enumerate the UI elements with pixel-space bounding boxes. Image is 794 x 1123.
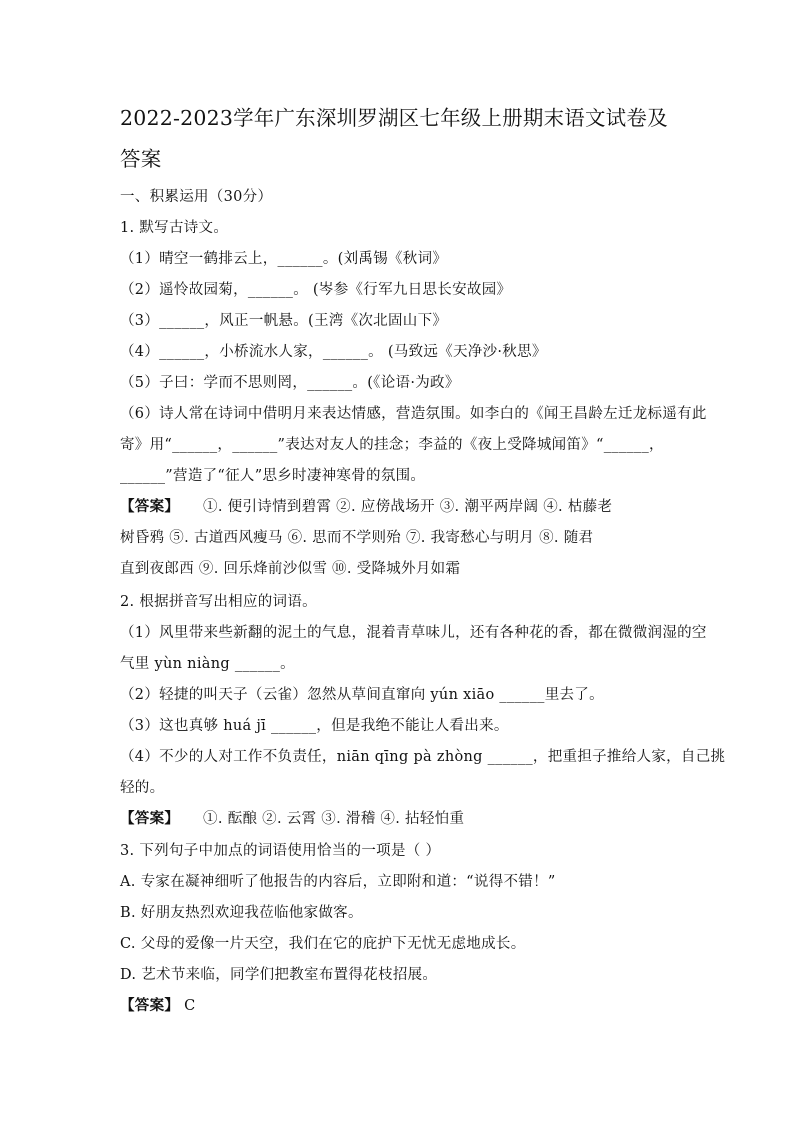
question-3-option: B. 好朋友热烈欢迎我莅临他家做客。: [120, 905, 363, 921]
question-1-answer-line: 树昏鸦 ⑤. 古道西风瘦马 ⑥. 思而不学则殆 ⑦. 我寄愁心与明月 ⑧. 随君: [120, 530, 594, 546]
question-2-item: 气里 yùn niàng ______。: [120, 656, 295, 672]
answer-text: ①. 便引诗情到碧霄 ②. 应傍战场开 ③. 潮平两岸阔 ④. 枯藤老: [203, 499, 613, 515]
answer-label: 【答案】: [120, 810, 180, 827]
question-3-option: C. 父母的爱像一片天空，我们在它的庇护下无忧无虑地成长。: [120, 936, 526, 952]
question-1-answer-line: 直到夜郎西 ⑨. 回乐烽前沙似雪 ⑩. 受降城外月如霜: [120, 561, 461, 577]
question-2-item: 轻的。: [120, 780, 165, 796]
question-1-item: （6）诗人常在诗词中借明月来表达情感，营造氛围。如李白的《闻王昌龄左迁龙标遥有此: [120, 406, 707, 422]
question-2-item: （2）轻捷的叫天子（云雀）忽然从草间直窜向 yún xiāo ______里去了。: [120, 687, 604, 703]
question-1-item: （4）______，小桥流水人家，______。 (马致远《天净沙·秋思》: [120, 344, 547, 360]
question-1-item: 寄》用“______，______”表达对友人的挂念；李益的《夜上受降城闻笛》“______，: [120, 437, 664, 453]
question-2-item: （4）不少的人对工作不负责任，niān qīng pà zhòng ______，把重担子推给人家，自己挑: [120, 749, 726, 765]
question-1-answer-line: [120, 497, 676, 517]
document-title-line-1: 2022-2023学年广东深圳罗湖区七年级上册期末语文试卷及: [120, 106, 668, 130]
question-2-item: （1）风里带来些新翻的泥土的气息，混着青草味儿，还有各种花的香，都在微微润湿的空: [120, 625, 707, 641]
question-1-item: （5）子曰：学而不思则罔，______。(《论语·为政》: [120, 375, 460, 391]
answer-text: ①. 酝酿 ②. 云霄 ③. 滑稽 ④. 拈轻怕重: [203, 811, 465, 827]
question-2-answer-line: [120, 809, 676, 829]
question-3-option: D. 艺术节来临，同学们把教室布置得花枝招展。: [120, 967, 438, 983]
question-3-answer-line: [120, 996, 676, 1016]
question-3-stem: 3. 下列句子中加点的词语使用恰当的一项是（ ）: [120, 843, 441, 859]
question-1-item: （3）______，风正一帆悬。(王湾《次北固山下》: [120, 313, 448, 329]
document-title-line-2: 答案: [120, 147, 162, 171]
question-1-stem: 1. 默写古诗文。: [120, 220, 229, 236]
question-1-item: （1）晴空一鹤排云上，______。(刘禹锡《秋词》: [120, 251, 448, 267]
answer-text: C: [184, 998, 196, 1014]
question-2-item: （3）这也真够 huá jī ______，但是我绝不能让人看出来。: [120, 718, 509, 734]
question-1-item: （2）遥怜故园菊，______。 (岑参《行军九日思长安故园》: [120, 282, 512, 298]
section-heading: 一、积累运用（30分）: [120, 189, 273, 205]
question-3-option: A. 专家在凝神细听了他报告的内容后，立即附和道：“说得不错！”: [120, 874, 556, 890]
question-1-item: ______”营造了“征人”思乡时凄神寒骨的氛围。: [120, 468, 426, 484]
answer-label: 【答案】: [120, 997, 180, 1014]
answer-label: 【答案】: [120, 498, 180, 515]
question-2-stem: 2. 根据拼音写出相应的词语。: [120, 594, 317, 610]
